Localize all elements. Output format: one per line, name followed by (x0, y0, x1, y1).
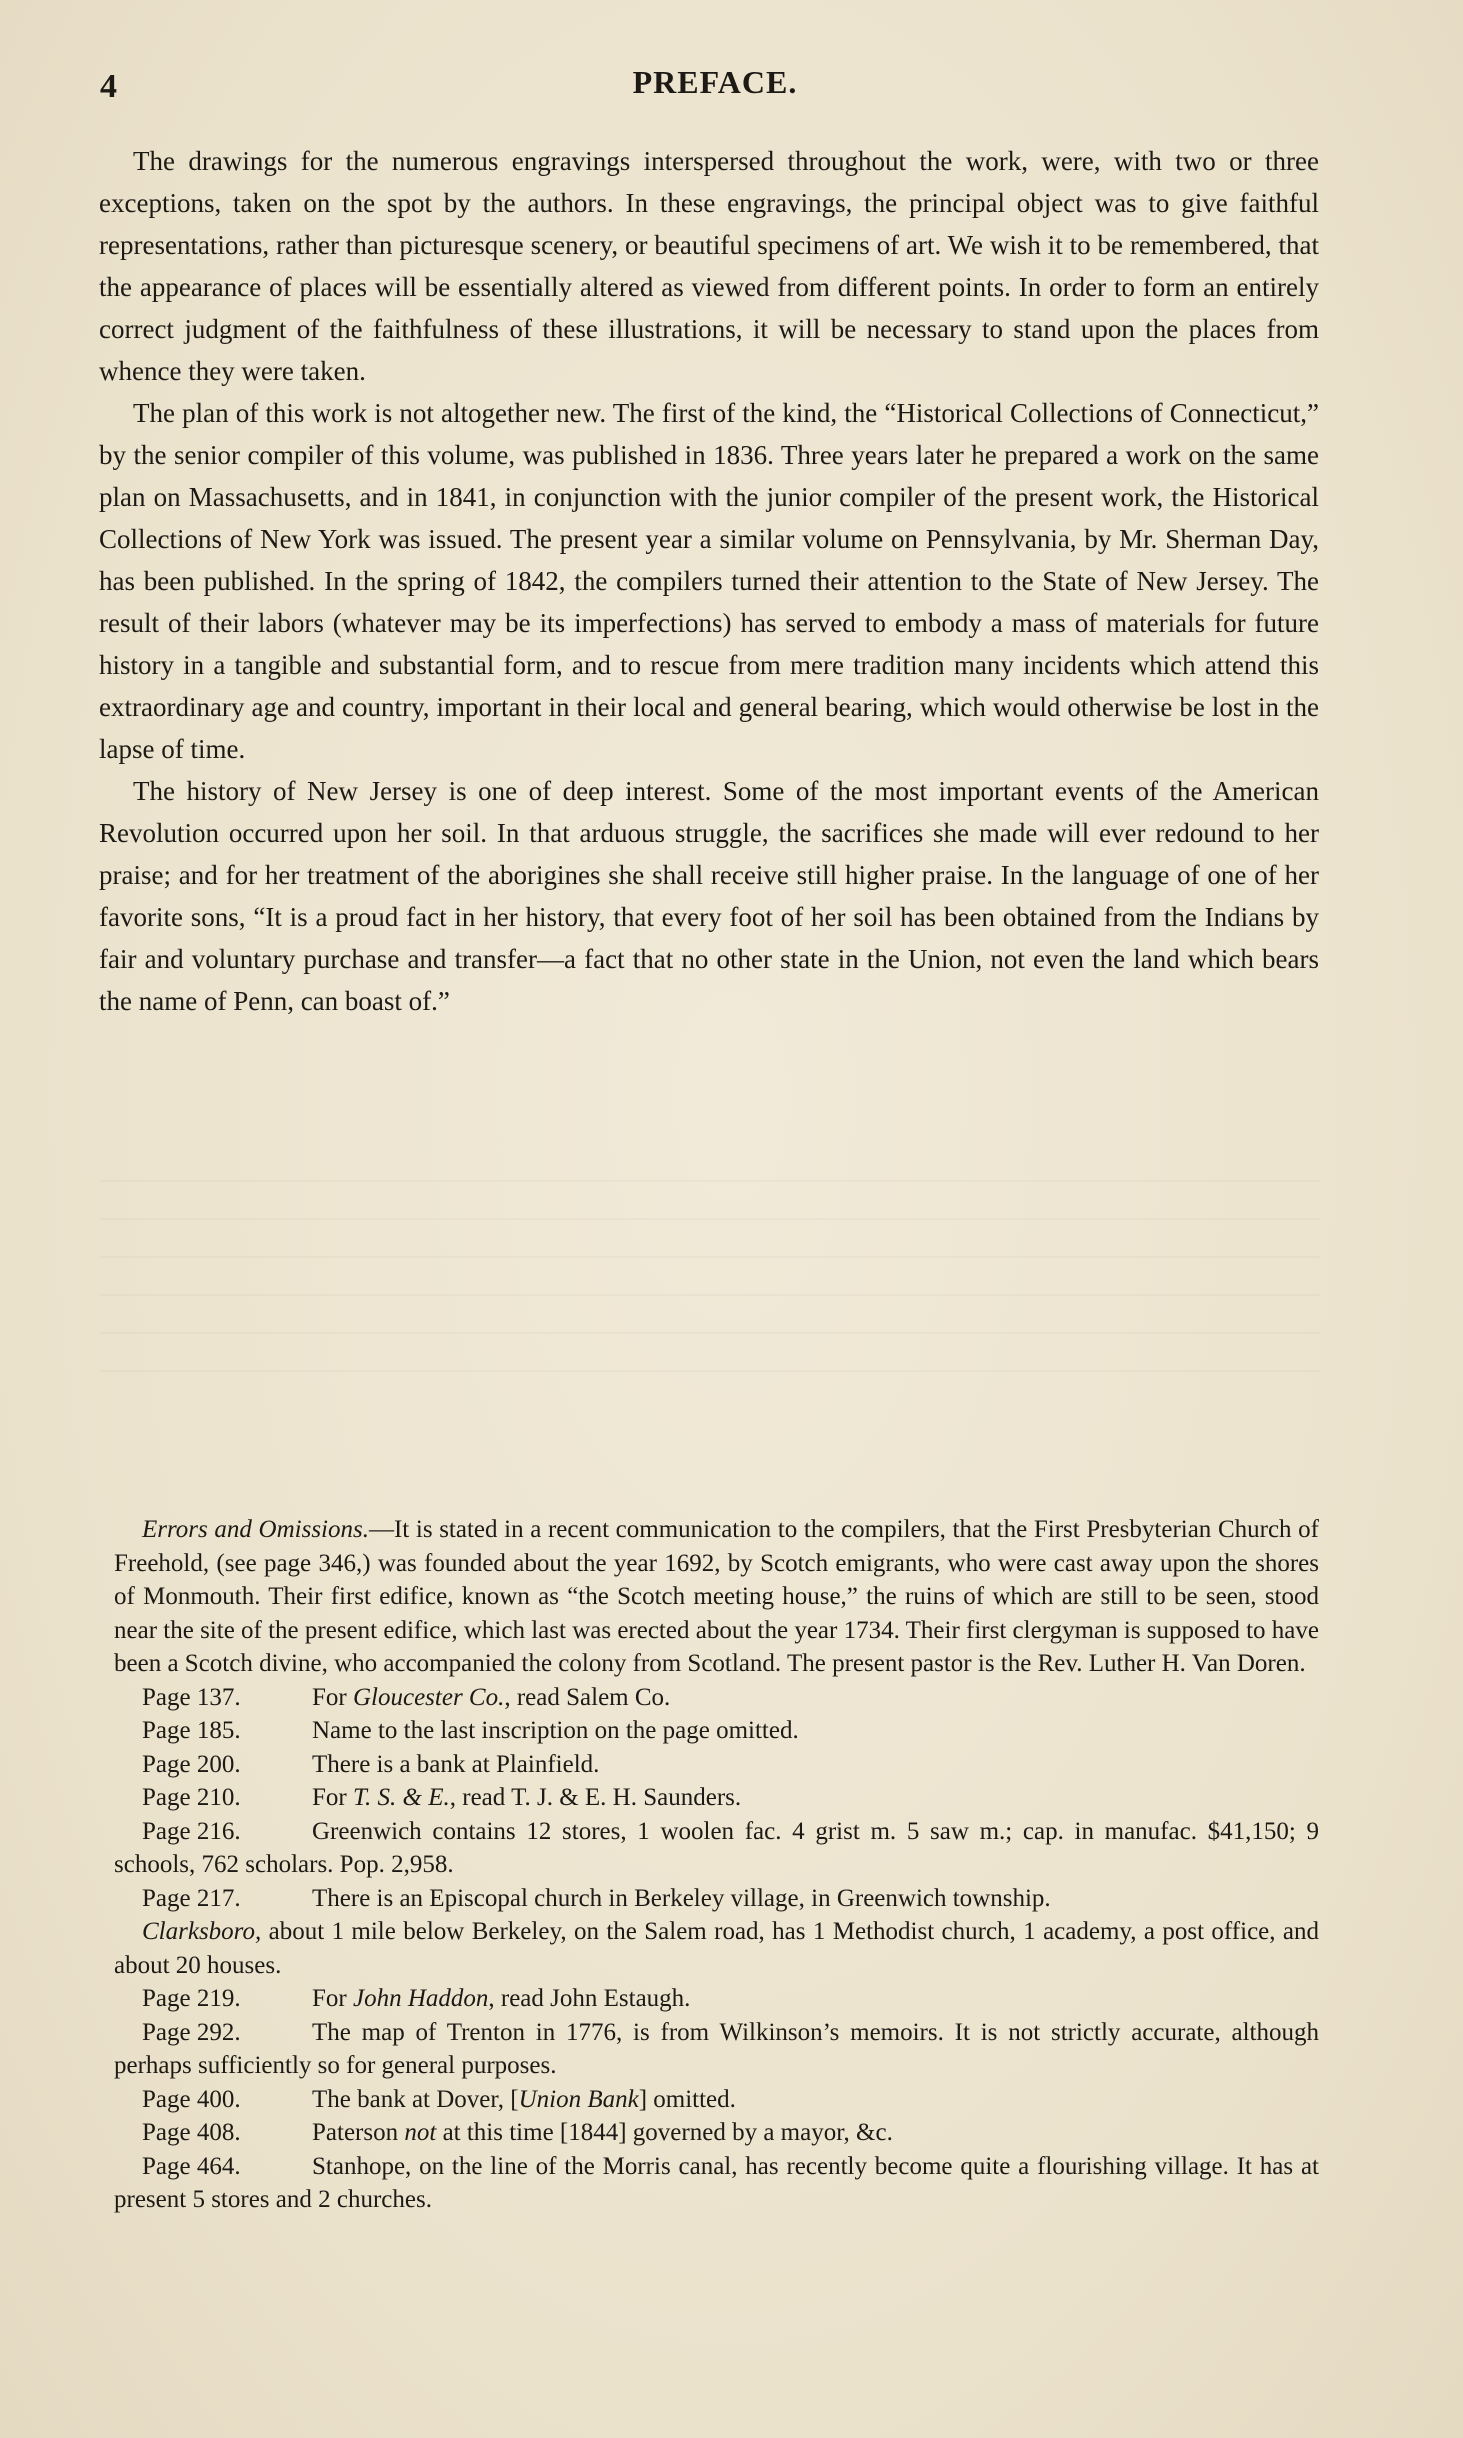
errata-entry: Page 217. There is an Episcopal church in Berkeley village, in Greenwich township. (142, 1884, 1051, 1912)
errata-entry: Page 216. Greenwich contains 12 stores, 1 woolen fac. 4 grist m. 5 saw m.; cap. in manufac. $41,150; 9 schools, 762 scholars. Pop. 2,958. (114, 1817, 1319, 1878)
errata-entry: Page 292. The map of Trenton in 1776, is from Wilkinson’s memoirs. It is not strictly accurate, although perhaps sufficiently so for general purposes. (114, 2018, 1319, 2079)
page-number: 4 (100, 68, 117, 105)
errata-entry: Page 185. Name to the last inscription on the page omitted. (142, 1717, 799, 1744)
preface-paragraph-2: The plan of this work is not altogether new. The first of the kind, the “Historical Collections of Connecticut,” by the senior compiler of this volume, was published in 1836. Three years later he prepared a work on the same plan on Massachusetts, and in 1841, in conjunction with the junior compiler of the present work, the Historical Collections of New York was issued. The present year a similar volume on Pennsylvania, by Mr. Sherman Day, has been published. In the spring of 1842, the compilers turned their attention to the State of New Jersey. The result of their labors (whatever may be its imperfections) has served to embody a mass of materials for future history in a tangible and substantial form, and to rescue from mere tradition many incidents which attend this extraordinary age and country, important in their local and general bearing, which would otherwise be lost in the lapse of time. (99, 398, 1319, 764)
errata-entry: Page 464. Stanhope, on the line of the Morris canal, has recently become quite a flourishing village. It has at present 5 stores and 2 churches. (114, 2152, 1319, 2213)
errata-entry: Page 210. For T. S. & E., read T. J. & E. H. Saunders. (142, 1784, 742, 1811)
errata-entry: Page 408. Paterson not at this time [1844] governed by a mayor, &c. (142, 2119, 893, 2146)
preface-paragraph-1: The drawings for the numerous engravings interspersed throughout the work, were, with two or three exceptions, taken on the spot by the authors. In these engravings, the principal object was to give faithful representations, rather than picturesque scenery, or beautiful specimens of art. We wish it to be remembered, that the appearance of places will be essentially altered as viewed from different points. In order to form an entirely correct judgment of the faithfulness of these illustrations, it will be necessary to stand upon the places from whence they were taken. (99, 146, 1319, 386)
errata-entry: Page 200. There is a bank at Plainfield. (142, 1750, 600, 1778)
bleed-through-shadow (100, 1180, 1320, 1380)
errata-intro-text: —It is stated in a recent communication to the compilers, that the First Presbyterian Church of Freehold, (see page 346,) was founded about the year 1692, by Scotch emigrants, who were cast away upon the shores of Monmouth. Their first edifice, known as “the Scotch meeting house,” the ruins of which are still to be seen, stood near the site of the present edifice, which last was erected about the year 1734. Their first clergyman is supposed to have been a Scotch divine, who accompanied the colony from Scotland. The present pastor is the Rev. Luther H. Van Doren. (114, 1516, 1320, 1677)
preface-paragraph-3: The history of New Jersey is one of deep interest. Some of the most important events of the American Revolution occurred upon her soil. In that arduous struggle, the sacrifices she made will ever redound to her praise; and for her treatment of the aborigines she shall receive still higher praise. In the language of one of her favorite sons, “It is a proud fact in her history, that every foot of her soil has been obtained from the Indians by fair and voluntary purchase and transfer—a fact that no other state in the Union, not even the land which bears the name of Penn, can boast of.” (99, 776, 1319, 1016)
errata-entry-clarksboro: Clarksboro, about 1 mile below Berkeley, on the Salem road, has 1 Methodist church, 1 academy, a post office, and about 20 houses. (114, 1918, 1319, 1979)
errata-entry: Page 137. For Gloucester Co., read Salem Co. (142, 1683, 671, 1711)
errata-entry: Page 400. The bank at Dover, [Union Bank] omitted. (142, 2085, 736, 2113)
page-header (100, 62, 1330, 112)
running-title: PREFACE. (632, 64, 798, 100)
errata-entry: Page 219. For John Haddon, read John Estaugh. (142, 1985, 691, 2012)
preface-body (99, 140, 1319, 1022)
errata-section (114, 1513, 1319, 2217)
errata-intro (114, 1513, 1319, 1681)
errata-heading: Errors and Omissions. (142, 1516, 369, 1543)
